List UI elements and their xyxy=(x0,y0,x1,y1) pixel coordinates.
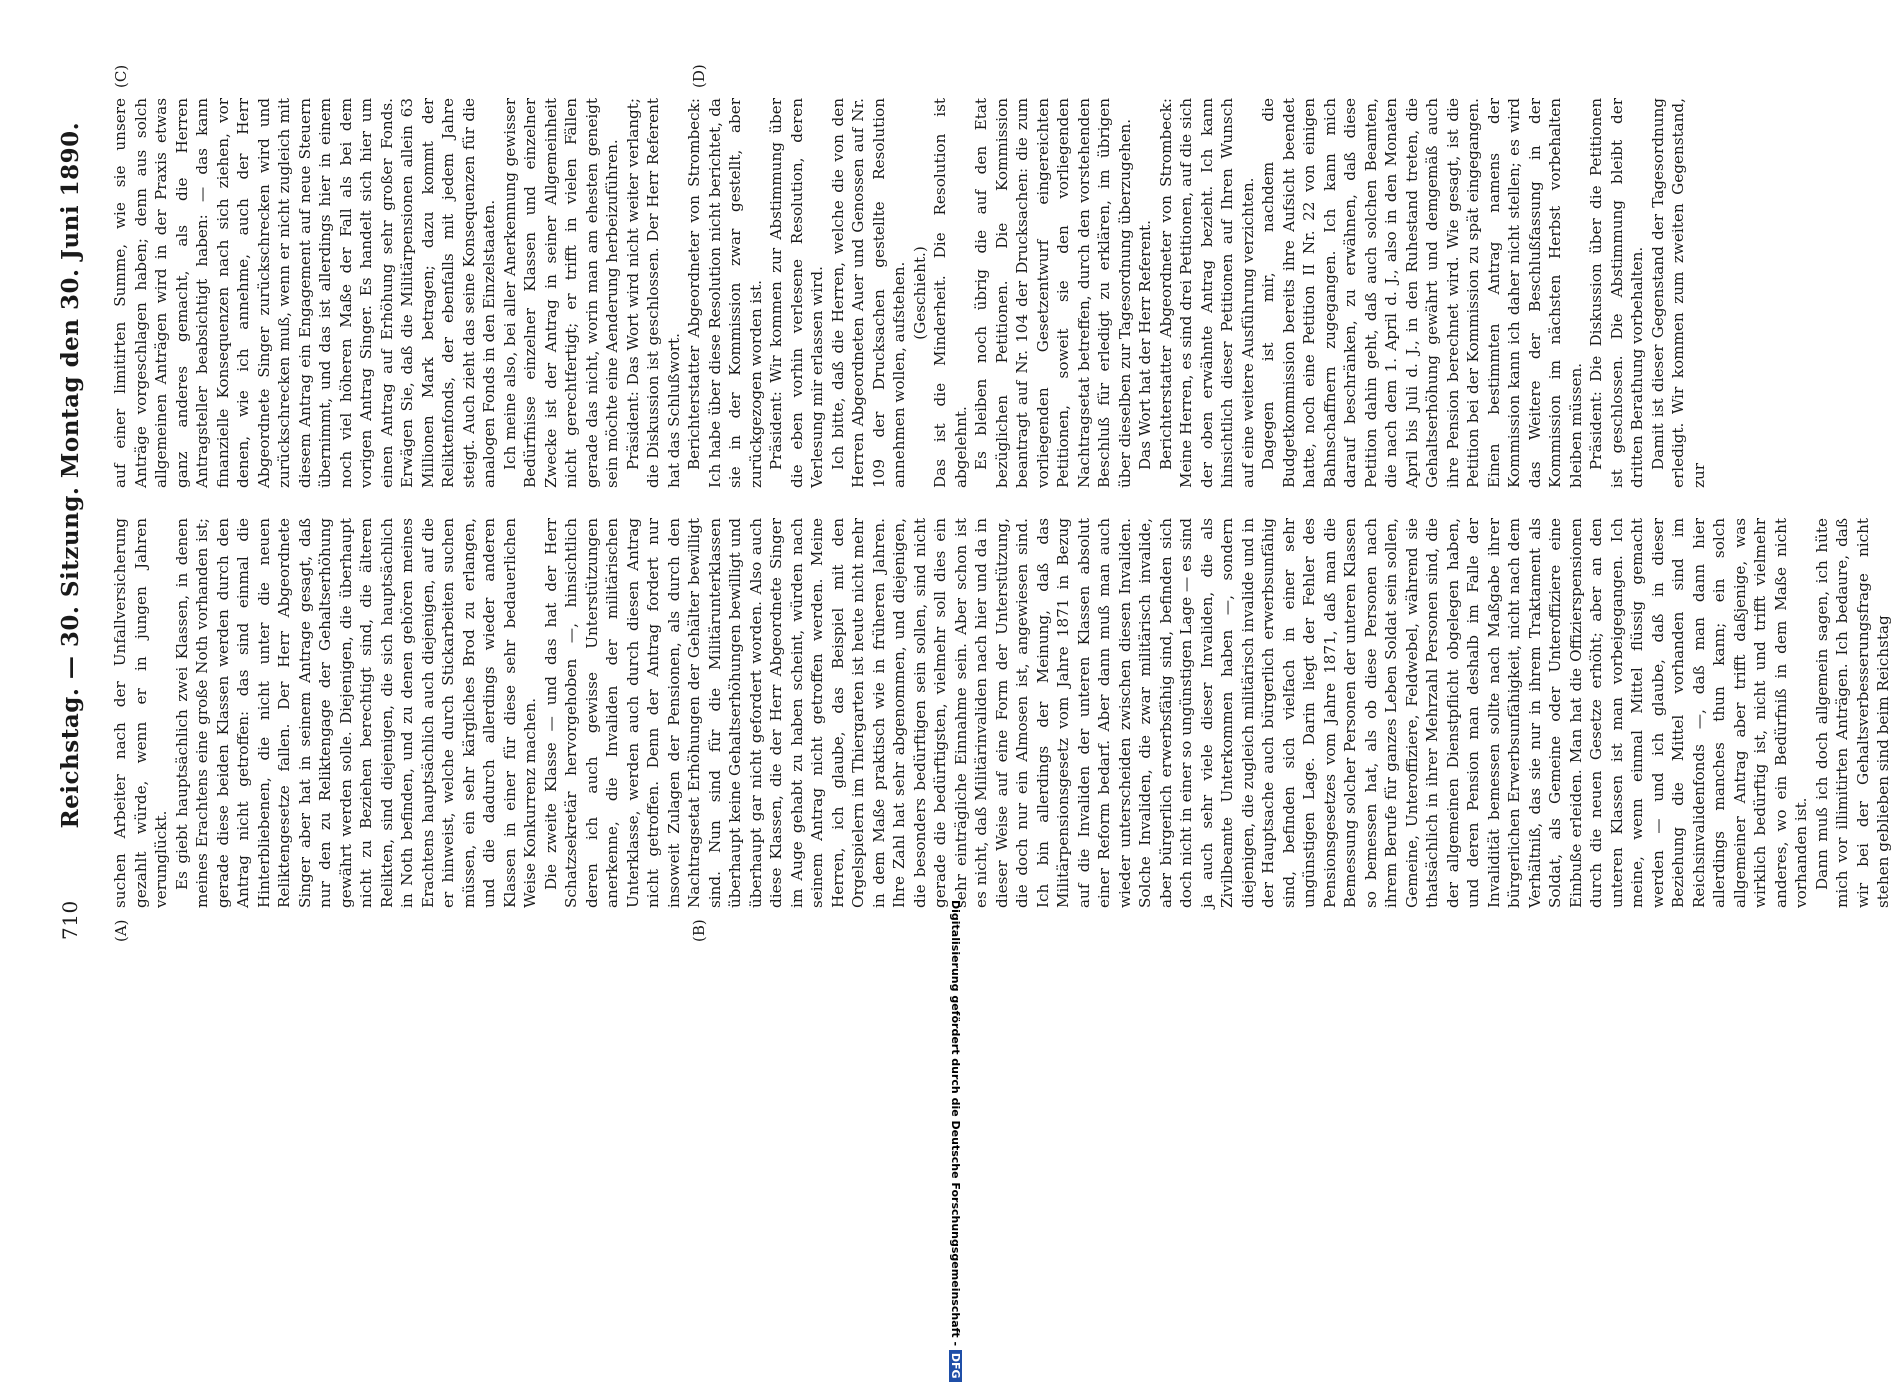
paragraph: Die zweite Klasse — und das hat der Herr Schatzsekretär hervorgehoben —, hinsichtlich deren ich auch gewisse Unterstützungen anerkenne, die Invaliden der militärischen Unterklasse, werden auch durch diesen Antrag nicht getroffen. Denn der Antrag fordert nur insoweit Zulagen der Pensionen, als durch den Nachtragsetat Erhöhungen der Gehälter bewilligt sind. Nun sind für die Militärunterklassen überhaupt keine Gehaltserhöhungen bewilligt und überhaupt gar nicht gefordert worden. Also auch diese Klassen, die der Herr Abgeordnete Singer im Auge gehabt zu haben scheint, würden nach seinem Antrag nicht getroffen werden. Meine Herren, ich glaube, das Beispiel mit den Orgelspielern im Thiergarten ist heute nicht mehr in dem Maße praktisch wie in früheren Jahren. Ihre Zahl hat sehr abgenommen, und diejenigen, die besonders bedürftigen sein sollen, sind nicht gerade die bedürftigsten, vielmehr soll dies ein sehr einträgliche Einnahme sein. Aber schon ist es nicht, daß Militärinvaliden nach hier und da in dieser Weise auf eine Form der Unterstützung, die doch nur ein Almosen ist, angewiesen sind. Ich bin allerdings der Meinung, daß das Militärpensionsgesetz vom Jahre 1871 in Bezug auf die Invaliden der unteren Klassen absolut einer Reform bedarf. Aber dann muß man auch wieder unterscheiden zwischen diesen Invaliden. Solche Invaliden, die zwar militärisch invalide, aber bürgerlich erwerbsfähig sind, befinden sich doch nicht in einer so ungünstigen Lage — es sind ja auch sehr viele dieser Invaliden, die als Zivilbeamte Unterkommen haben —, sondern diejenigen, die zugleich militärisch invalide und in der Hauptsache auch bürgerlich erwerbsunfähig sind, befinden sich vielfach in einer sehr ungünstigen Lage. Darin liegt der Fehler des Pensionsgesetzes vom Jahre 1871, daß man die Bemessung solcher Personen der unteren Klassen so bemessen hat, als ob diese Personen nach ihrem Berufe für ganzes Leben Soldat sein sollen, Gemeine, Unteroffiziere, Feldwebel, während sie thatsächlich in ihrer Mehrzahl Personen sind, die der allgemeinen Dienstpflicht obgelegen haben, und deren Pension man deshalb im Falle der Invalidität bemessen sollte nach Maßgabe ihrer bürgerlichen Erwerbsunfähigkeit, nicht nach dem Verhältniß, das sie nur in ihrem Traktament als Soldat, als Gemeine oder Unteroffiziere eine Einbuße erleiden. Man hat die Offizierspensionen durch die neuen Gesetze erhöht; aber an den unteren Klassen ist man vorbeigegangen. Ich meine, wenn einmal Mittel flüssig gemacht werden — und ich glaube, daß in dieser Beziehung die Mittel vorhanden sind im Reichsinvalidenfonds —, daß man dann hier allerdings manches thun kann; ein solch allgemeiner Antrag aber trifft daßjenige, was wirklich bedürftig ist, nicht und trifft vielmehr anderes, wo ein Bedürfniß in dem Maße nicht vorhanden ist. xyxy=(541,518,1810,908)
page-number: 710 xyxy=(58,900,82,940)
margin-marker-c: (C) xyxy=(112,64,130,88)
paragraph: Präsident: Wir kommen zur Abstimmung über die eben vorhin verlesene Resolution, deren Verlesung mir erlassen wird. xyxy=(767,98,826,488)
paragraph: Das Wort hat der Herr Referent. xyxy=(1136,220,1154,470)
paragraph: suchen Arbeiter nach der Unfallversicherung gezahlt würde, wenn er in jungen Jahren verunglückt. xyxy=(111,518,170,908)
paragraph: Das ist die Minderheit. Die Resolution ist abgelehnt. xyxy=(931,98,970,488)
credit-text: Digitalisierung gefördert durch die Deutsche Forschungsgemeinschaft - xyxy=(949,900,962,1350)
paragraph: Es giebt hauptsächlich zwei Klassen, in denen meines Erachtens eine große Noth vorhanden ist; gerade diese beiden Klassen werden durch den Antrag nicht getroffen: das sind einmal die Hinterbliebenen, die nicht unter die neuen Reliktengesetze fallen. Der Herr Abgeordnete Singer aber hat in seinem Antrage gesagt, daß nur den zu Reliktengage der Gehaltserhöhung gewährt werden solle. Diejenigen, die überhaupt nicht zu Beziehen berechtigt sind, die älteren Relikten, sind diejenigen, die sich hauptsächlich in Noth befinden, und zu denen gehören meines Erachtens hauptsächlich auch diejenigen, auf die er hinweist, welche durch Stickarbeiten suchen müssen, ein sehr kärgliches Brod zu erlangen, und die dadurch allerdings wieder anderen Klassen in einer für diese sehr bedauerlichen Weise Konkurrenz machen. xyxy=(172,518,539,908)
page-header xyxy=(40,30,100,940)
right-column xyxy=(110,98,1708,488)
paragraph: Dann muß ich doch allgemein sagen, ich hüte mich vor illimitirten Anträgen. Ich bedaure, daß wir bei der Gehaltsverbesserungsfrage nicht stehen geblieben sind beim Reichstag xyxy=(1812,518,1892,908)
digitization-credit xyxy=(949,900,962,1379)
paragraph: Dagegen ist mir, nachdem die Budgetkommission bereits ihre Aufsicht beendet hatte, noch eine Petition II Nr. 22 von einigen Bahnschaffnern zugegangen. Ich kann mich darauf beschränken, zu erwähnen, daß diese Petition dahin geht, daß auch solchen Beamten, die nach dem 1. April d. J., also in den Monaten April bis Juli d. J., in den Ruhestand treten, die Gehaltserhöhung gewährt und demgemäß auch ihre Pension berechnet wird. Wie gesagt, ist die Petition bei der Kommission zu spät eingegangen. Einen bestimmten Antrag namens der Kommission kann ich daher nicht stellen; es wird das Weitere der Beschlußfassung in der Kommission im nächsten Herbst vorbehalten bleiben müssen. xyxy=(1259,98,1585,488)
paragraph: (Geschieht.) xyxy=(910,246,929,340)
paragraph: Berichterstatter Abgeordneter von Strombeck: Ich habe über diese Resolution nicht berichtet, da sie in der Kommission zwar gestellt, aber zurückgezogen worden ist. xyxy=(685,98,765,488)
margin-marker-d: (D) xyxy=(690,64,708,88)
paragraph: Ich bitte, daß die Herren, welche die von den Herren Abgeordneten Auer und Genossen auf Nr. 109 der Drucksachen gestellte Resolution annehmen wollen, aufstehen. xyxy=(828,98,908,488)
dfg-badge: DFG xyxy=(949,1350,962,1382)
left-column xyxy=(110,518,1892,908)
margin-marker-a: (A) xyxy=(112,919,130,942)
paragraph: Es bleiben noch übrig die auf den Etat bezüglichen Petitionen. Die Kommission beantragt auf Nr. 104 der Drucksachen: die zum vorliegenden Gesetzentwurf eingereichten Petitionen, soweit sie den vorliegenden Nachtragsetat betreffen, durch den vorstehenden Beschluß für erledigt zu erklären, im übrigen über dieselben zur Tagesordnung überzugehen. xyxy=(972,98,1134,488)
paragraph: Präsident: Das Wort wird nicht weiter verlangt; die Diskussion ist geschlossen. Der Herr Referent hat das Schlußwort. xyxy=(623,98,683,488)
paragraph: Damit ist dieser Gegenstand der Tagesordnung erledigt. Wir kommen zum zweiten Gegenstand, zur xyxy=(1648,98,1708,488)
page-title: Reichstag. — 30. Sitzung. Montag den 30. Juni 1890. xyxy=(56,121,84,829)
paragraph: Präsident: Die Diskussion über die Petitionen ist geschlossen. Die Abstimmung bleibt der dritten Berathung vorbehalten. xyxy=(1587,98,1646,488)
margin-marker-b: (B) xyxy=(690,919,708,942)
paragraph: auf einer limitirten Summe, wie sie unsere Anträge vorgeschlagen haben; denn aus solch allgemeinen Anträgen wird in der Praxis etwas ganz anderes gemacht, als die Herren Antragsteller beabsichtigt haben: — das kann finanzielle Konsequenzen nach sich ziehen, vor denen, wie ich annehme, auch der Herr Abgeordnete Singer zurückschrecken wird und zurückschrecken muß, wenn er nicht zugleich mit diesem Antrag ein Engagement auf neue Steuern übernimmt, und das ist allerdings hier in einem noch viel höheren Maße der Fall als bei dem vorigen Antrag Singer. Es handelt sich hier um einen Antrag auf Erhöhung sehr großer Fonds. Erwägen Sie, daß die Militärpensionen allein 63 Millionen Mark betragen; dazu kommt der Reliktenfonds, der ebenfalls mit jedem Jahre steigt. Auch zieht das seine Konsequenzen für die analogen Fonds in den Einzelstaaten. xyxy=(111,98,498,488)
paragraph: Berichterstatter Abgeordneter von Strombeck: Meine Herren, es sind drei Petitionen, auf die sich der oben erwähnte Antrag bezieht. Ich kann hinsichtlich dieser Petitionen auf Ihren Wunsch auf eine weitere Ausführung verzichten. xyxy=(1156,98,1257,488)
paragraph: Ich meine also, bei aller Anerkennung gewisser Bedürfnisse einzelner Klassen und einzelner Zwecke ist der Antrag in seiner Allgemeinheit nicht gerechtfertigt; er trifft in vielen Fällen gerade das nicht, worin man am ehesten geneigt sein möchte eine Aenderung herbeizuführen. xyxy=(500,98,621,488)
